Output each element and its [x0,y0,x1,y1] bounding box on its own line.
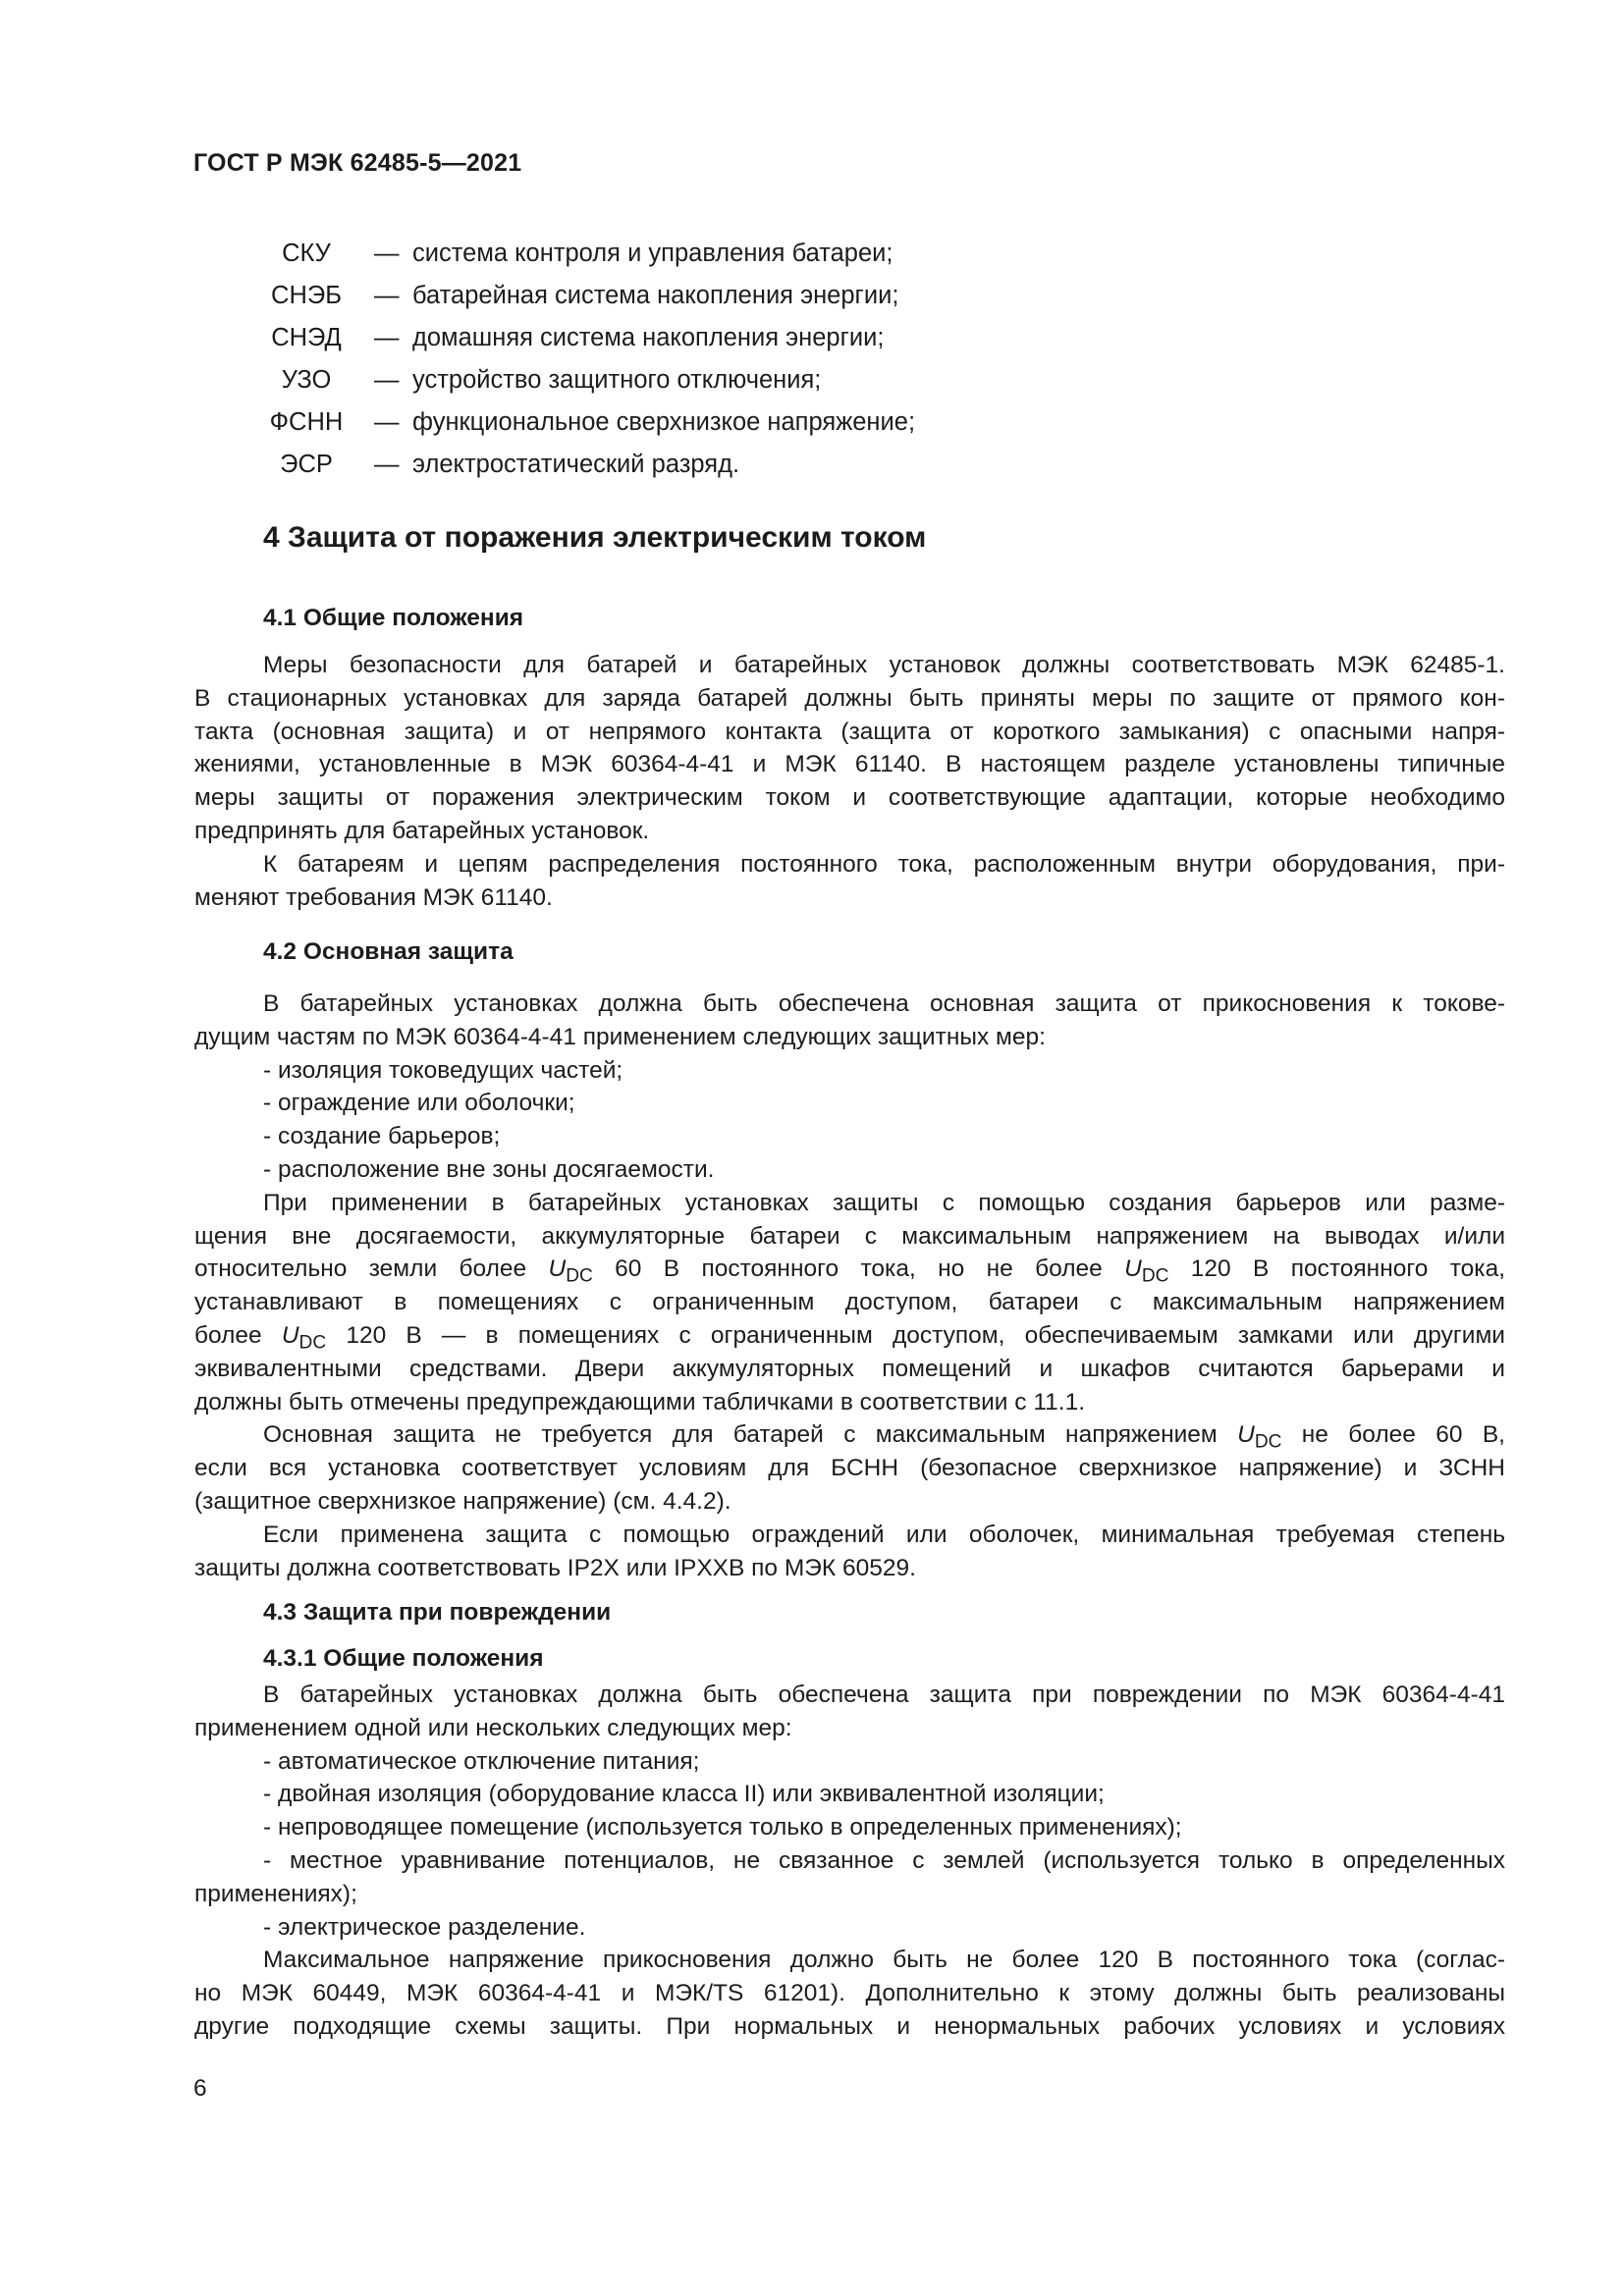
text-line [194,1418,1505,1452]
text-line: устанавливают в помещениях с ограниченным доступом, батареи с максимальным напряжением [194,1289,1505,1316]
text-line: меняют требования МЭК 61140. [194,883,553,911]
abbreviation-item [0,320,1624,355]
list-item: - двойная изоляция (оборудование класса II) или эквивалентной изоляции; [263,1781,1105,1808]
text-line: другие подходящие схемы защиты. При нормальных и ненормальных рабочих условиях и условиях [194,2012,1505,2040]
list-item-continuation: применениях); [194,1880,357,1907]
text-line: Если применена защита с помощью ограждений или оболочек, минимальная требуемая степень [263,1521,1505,1548]
text-line: защиты должна соответствовать IP2X или IPXXB по МЭК 60529. [194,1554,916,1581]
section-4-2-heading: 4.2 Основная защита [263,938,514,965]
list-item: - электрическое разделение. [263,1913,586,1941]
text-line [194,1253,1505,1286]
text-run: не более 60 В, [1281,1421,1505,1449]
voltage-symbol [281,1321,327,1354]
text-line: В батарейных установках должна быть обеспечена основная защита от прикосновения к токове- [263,990,1505,1017]
subscript-dc: DC [298,1332,327,1354]
section-4-heading: 4 Защита от поражения электрическим током [263,521,927,554]
symbol-u: U [281,1321,299,1349]
voltage-symbol [1237,1421,1282,1454]
abbreviation-item [0,404,1624,440]
list-item: - непроводящее помещение (используется только в определенных применениях); [263,1814,1182,1842]
text-line: предпринять для батарейных установок. [194,817,650,844]
symbol-u: U [1124,1255,1142,1283]
text-run: 60 В постоянного тока, но не более [592,1255,1125,1283]
text-line [194,1319,1505,1353]
abbreviation-term: СНЭБ [271,282,342,309]
voltage-symbol [1124,1255,1169,1288]
abbreviation-item [0,362,1624,398]
abbreviation-definition: электростатический разряд. [412,451,740,478]
text-run: Основная защита не требуется для батарей с максимальным напряжением [263,1421,1238,1449]
abbreviation-dash: — [374,451,400,478]
text-line: применением одной или нескольких следующих мер: [194,1714,792,1741]
text-line: щения вне досягаемости, аккумуляторные батареи с максимальным напряжением на выводах и/или [194,1222,1505,1250]
abbreviation-dash: — [374,366,400,394]
subscript-dc: DC [566,1266,593,1288]
abbreviation-term: УЗО [281,366,332,394]
text-line: меры защиты от поражения электрическим током и соответствующие адаптации, которые необходимо [194,784,1505,812]
list-item: - местное уравнивание потенциалов, не связанное с землей (используется только в определенных [263,1846,1505,1874]
abbreviation-term: ФСНН [269,408,344,436]
abbreviation-definition: устройство защитного отключения; [412,366,822,394]
symbol-u: U [548,1255,567,1283]
text-line: При применении в батарейных установках защиты с помощью создания барьеров или разме- [263,1189,1505,1216]
text-line: дущим частям по МЭК 60364-4-41 применением следующих защитных мер: [194,1023,1046,1050]
text-line: К батареям и цепям распределения постоянного тока, расположенным внутри оборудования, при- [263,850,1505,878]
symbol-u: U [1237,1421,1255,1449]
abbreviation-definition: домашняя система накопления энергии; [412,324,885,351]
text-run: 120 В постоянного тока, [1168,1255,1505,1283]
abbreviation-term: СКУ [282,240,331,267]
section-4-1-heading: 4.1 Общие положения [263,605,524,631]
abbreviation-item [0,278,1624,313]
list-item: - расположение вне зоны досягаемости. [263,1155,715,1183]
text-line: но МЭК 60449, МЭК 60364-4-41 и МЭК/TS 61201). Дополнительно к этому должны быть реализованы [194,1980,1505,2007]
paragraph-4-1-1 [194,649,1505,914]
text-line: должны быть отмечены предупреждающими табличками в соответствии с 11.1. [194,1388,1086,1415]
text-line: если вся установка соответствует условиям для БСНН (безопасное сверхнизкое напряжение) и ЗСНН [194,1455,1505,1482]
text-line: жениями, установленные в МЭК 60364-4-41 и МЭК 61140. В настоящем разделе установлены типичные [194,751,1505,778]
subscript-dc: DC [1254,1432,1282,1454]
abbreviation-dash: — [374,240,400,267]
section-4-3-1-heading: 4.3.1 Общие положения [263,1645,544,1672]
text-line: эквивалентными средствами. Двери аккумуляторных помещений и шкафов считаются барьерами и [194,1355,1505,1382]
abbreviation-item [0,236,1624,271]
paragraph-4-3-1 [194,1679,1505,2044]
abbreviation-dash: — [374,324,400,351]
text-line: Меры безопасности для батарей и батарейных установок должны соответствовать МЭК 62485-1. [263,652,1505,678]
text-line: такта (основная защита) и от непрямого контакта (защита от короткого замыкания) с опасными напря- [194,718,1505,745]
standard-header: ГОСТ Р МЭК 62485-5—2021 [193,149,522,177]
abbreviation-dash: — [374,408,400,436]
text-run: 120 В — в помещениях с ограниченным доступом, обеспечиваемым замками или другими [326,1321,1505,1349]
list-item: - создание барьеров; [263,1123,501,1150]
page-number: 6 [193,2075,207,2102]
abbreviation-definition: система контроля и управления батареи; [412,240,893,267]
abbreviation-definition: батарейная система накопления энергии; [412,282,899,309]
subscript-dc: DC [1141,1266,1169,1288]
section-4-3-heading: 4.3 Защита при повреждении [263,1599,612,1626]
paragraph-4-2 [194,988,1505,1584]
list-item: - ограждение или оболочки; [263,1090,575,1117]
text-run: относительно земли более [194,1255,549,1283]
abbreviation-dash: — [374,282,400,309]
list-item: - автоматическое отключение питания; [263,1747,700,1775]
text-line: Максимальное напряжение прикосновения должно быть не более 120 В постоянного тока (соглас- [263,1947,1505,1974]
text-line: В стационарных установках для заряда батарей должны быть приняты меры по защите от прямого кон- [194,684,1505,712]
voltage-symbol [548,1255,593,1288]
list-item: - изоляция токоведущих частей; [263,1056,623,1084]
text-line: (защитное сверхнизкое напряжение) (см. 4.4.2). [194,1487,731,1515]
abbreviation-term: СНЭД [271,324,342,351]
abbreviation-item [0,447,1624,482]
abbreviation-term: ЭСР [280,451,333,478]
abbreviation-definition: функциональное сверхнизкое напряжение; [412,408,916,436]
text-line: В батарейных установках должна быть обеспечена защита при повреждении по МЭК 60364-4-41 [263,1682,1505,1708]
text-run: более [194,1321,282,1349]
